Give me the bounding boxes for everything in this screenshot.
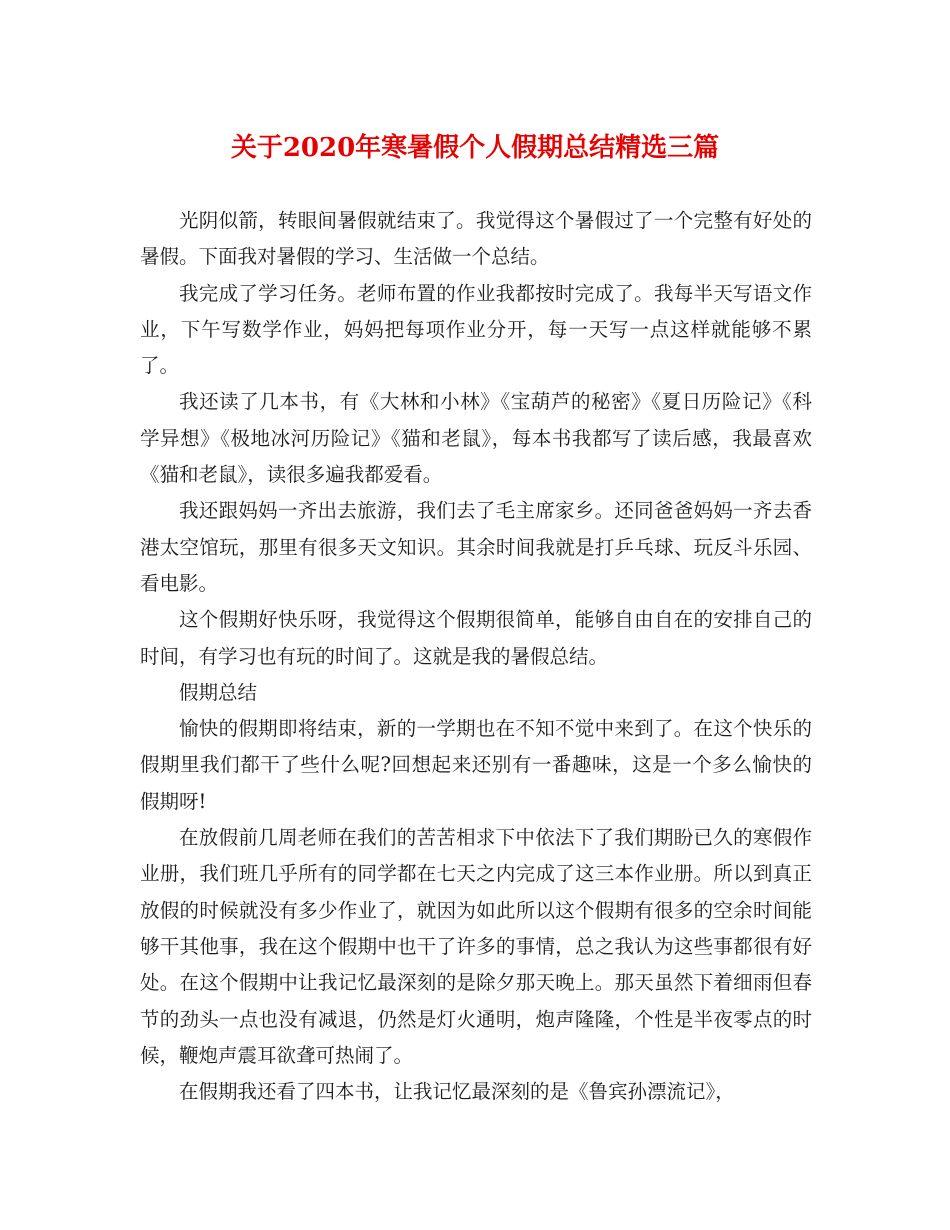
- section-heading: 假期总结: [179, 680, 258, 704]
- paragraph-4: 我还跟妈妈一齐出去旅游，我们去了毛主席家乡。还同爸爸妈妈一齐去香港太空馆玩，那里有很多天文知识。其余时间我就是打乒乓球、玩反斗乐园、看电影。: [140, 499, 812, 595]
- paragraph-7: 在放假前几周老师在我们的苦苦相求下中依法下了我们期盼已久的寒假作业册，我们班几乎所有的同学都在七天之内完成了这三本作业册。所以到真正放假的时候就没有多少作业了，就因为如此所以这个假期有很多的空余时间能够干其他事，我在这个假期中也干了许多的事情，总之我认为这些事都很有好处。在这个假期中让我记忆最深刻的是除夕那天晚上。那天虽然下着细雨但春节的劲头一点也没有减退，仍然是灯火通明，炮声隆隆，个性是半夜零点的时候，鞭炮声震耳欲聋可热闹了。: [140, 826, 812, 1067]
- document-title: 关于2020年寒暑假个人假期总结精选三篇: [230, 133, 720, 163]
- paragraph-2: 我完成了学习任务。老师布置的作业我都按时完成了。我每半天写语文作业，下午写数学作业，妈妈把每项作业分开，每一天写一点这样就能够不累了。: [140, 281, 812, 378]
- paragraph-5: 这个假期好快乐呀，我觉得这个假期很简单，能够自由自在的安排自己的时间，有学习也有玩的时间了。这就是我的暑假总结。: [140, 608, 812, 668]
- paragraph-6: 愉快的假期即将结束，新的一学期也在不知不觉中来到了。在这个快乐的假期里我们都干了些什么呢?回想起来还别有一番趣味，这是一个多么愉快的假期呀!: [140, 717, 812, 813]
- paragraph-3: 我还读了几本书，有《大林和小林》《宝葫芦的秘密》《夏日历险记》《科学异想》《极地冰河历险记》《猫和老鼠》，每本书我都写了读后感，我最喜欢《猫和老鼠》，读很多遍我都爱看。: [140, 390, 812, 487]
- document-body: [140, 203, 812, 1110]
- paragraph-8: 在假期我还看了四本书，让我记忆最深刻的是《鲁宾孙漂流记》，: [179, 1080, 735, 1104]
- paragraph-1: 光阴似箭，转眼间暑假就结束了。我觉得这个暑假过了一个完整有好处的暑假。下面我对暑假的学习、生活做一个总结。: [140, 209, 812, 269]
